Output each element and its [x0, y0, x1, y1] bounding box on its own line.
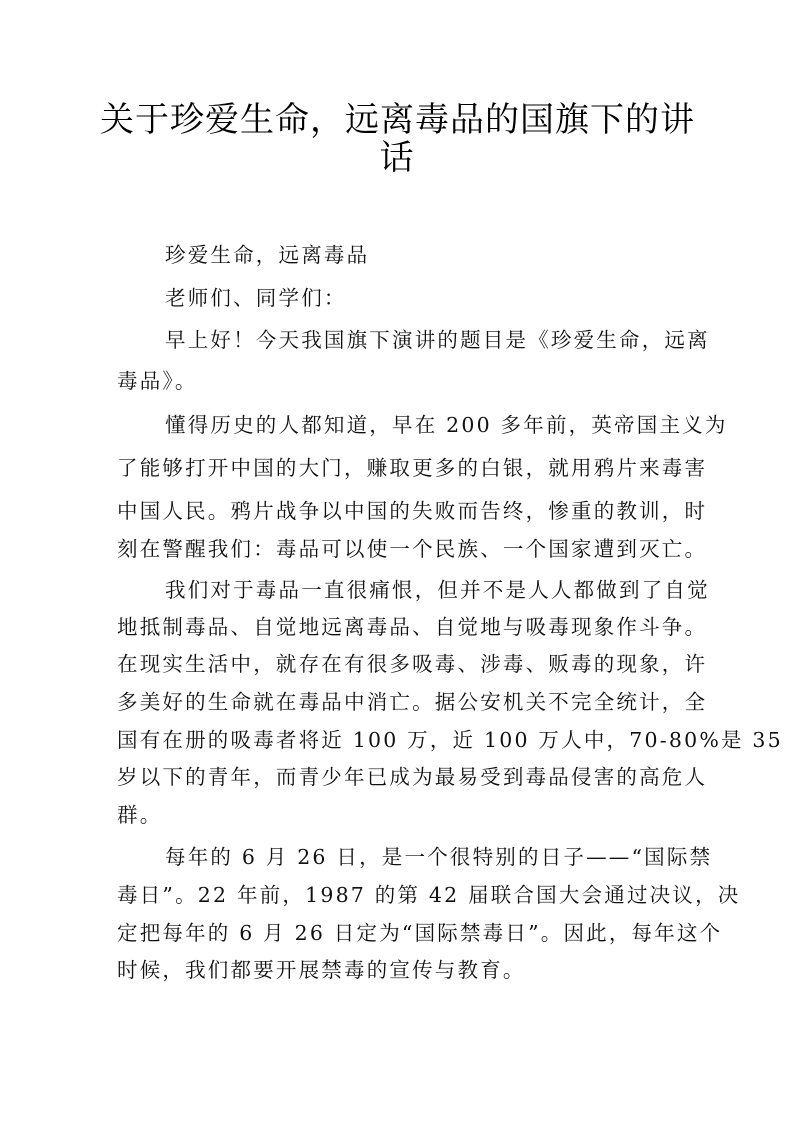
text-line: 懂得历史的人都知道，早在 200 多年前，英帝国主义为 [165, 413, 728, 437]
text-line: 每年的 6 月 26 日，是一个很特别的日子——“国际禁 [165, 845, 713, 869]
text-line: 定把每年的 6 月 26 日定为“国际禁毒日”。因此，每年这个 [117, 921, 723, 945]
text-line: 在现实生活中，就存在有很多吸毒、涉毒、贩毒的现象，许 [117, 652, 708, 676]
text-line: 国有在册的吸毒者将近 100 万，近 100 万人中，70-80%是 35 [117, 728, 783, 752]
text-line: 中国人民。鸦片战争以中国的失败而告终，惨重的教训，时 [117, 499, 708, 523]
document-title-line-2: 话 [379, 138, 415, 178]
text-line: 老师们、同学们： [165, 286, 347, 310]
text-line: 时候，我们都要开展禁毒的宣传与教育。 [117, 958, 526, 982]
text-line: 了能够打开中国的大门，赚取更多的白银，就用鸦片来毒害 [117, 456, 708, 480]
text-line: 刻在警醒我们：毒品可以使一个民族、一个国家遭到灭亡。 [117, 537, 708, 561]
document-title-line-1: 关于珍爱生命，远离毒品的国旗下的讲 [100, 100, 695, 140]
text-line: 地抵制毒品、自觉地远离毒品、自觉地与吸毒现象作斗争。 [117, 615, 708, 639]
text-line: 毒日”。22 年前，1987 的第 42 届联合国大会通过决议，决 [117, 883, 741, 907]
text-line: 毒品》。 [117, 369, 198, 393]
text-line: 早上好！今天我国旗下演讲的题目是《珍爱生命，远离 [165, 328, 710, 352]
text-line: 群。 [117, 803, 163, 827]
text-line: 我们对于毒品一直很痛恨，但并不是人人都做到了自觉 [165, 578, 710, 602]
text-line: 珍爱生命，远离毒品 [165, 243, 370, 267]
text-line: 多美好的生命就在毒品中消亡。据公安机关不完全统计，全 [117, 690, 708, 714]
text-line: 岁以下的青年，而青少年已成为最易受到毒品侵害的高危人 [117, 765, 708, 789]
